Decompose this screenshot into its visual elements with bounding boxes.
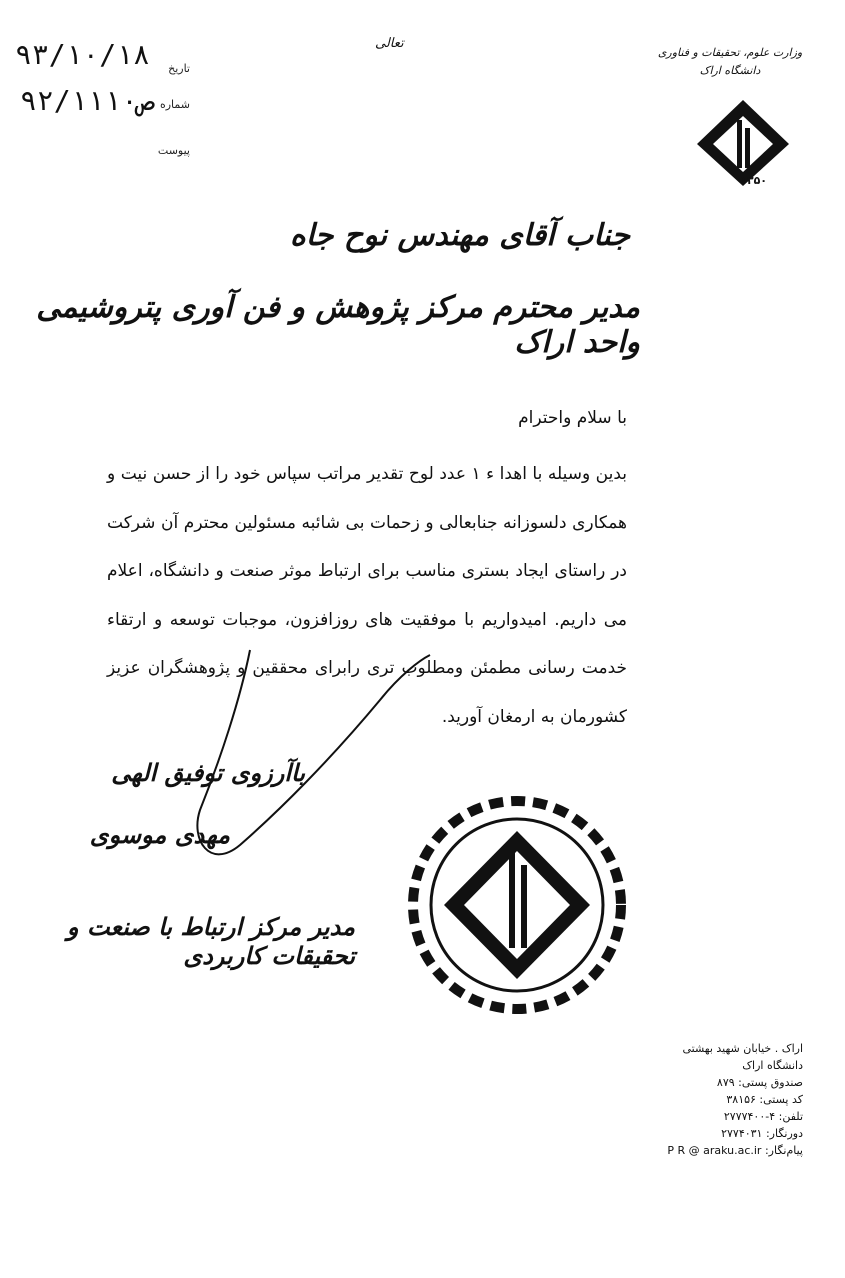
address-line: پیام‌نگار: P R @ araku.ac.ir xyxy=(667,1144,803,1157)
signer-title: مدیر مرکز ارتباط با صنعت و تحقیقات کاربردی xyxy=(67,912,355,970)
university-name: دانشگاه اراک xyxy=(699,64,761,77)
address-line: صندوق پستی: ۸۷۹ xyxy=(716,1076,803,1089)
footer-address xyxy=(653,1040,803,1159)
founding-year: ۱۳۵۰ xyxy=(740,174,767,187)
ministry-name: وزارت علوم، تحقیقات و فناوری xyxy=(657,46,803,59)
address-line: تلفن: ۴-۲۷۷۷۴۰۰ xyxy=(723,1110,803,1123)
basmala: تعالی xyxy=(375,36,404,51)
official-seal-icon xyxy=(405,793,630,1018)
address-line: اراک . خیابان شهید بهشتی xyxy=(682,1042,803,1055)
address-line: کد پستی: ۳۸۱۵۶ xyxy=(726,1093,803,1106)
address-line: دورنگار: ۲۷۷۴۰۳۱ xyxy=(721,1127,803,1140)
date-value: ۹۳/۱۰/۱۸ xyxy=(15,38,150,71)
signer-name: مهدی موسوی xyxy=(89,820,230,849)
number-value: ۹۲/۱۱۱۰ص xyxy=(20,84,155,117)
address-line: دانشگاه اراک xyxy=(742,1059,803,1072)
attachment-label: پیوست xyxy=(157,144,190,157)
greeting: با سلام واحترام xyxy=(518,408,627,428)
ministry-header xyxy=(655,44,805,80)
addressee-title: مدیر محترم مرکز پژوهش و فن آوری پتروشیمی واحد اراک xyxy=(36,290,640,360)
closing-wish: باآرزوی توفیق الهی xyxy=(111,758,305,787)
number-label: شماره xyxy=(159,98,190,111)
letter-body-text: بدین وسیله با اهدا ء ۱ عدد لوح تقدیر مراتب سپاس خود را از حسن نیت و همکاری دلسوزانه جنابعالی و زحمات بی شائبه مسئولین محترم آن شرکت در راستای ایجاد بستری مناسب برای ارتباط موثر صنعت و دانشگاه، اعلام می داریم. امیدواریم با موفقیت های روزافزون، موجبات توسعه و ارتقاء خدمت رسانی مطمئن ومطلوب تری رابرای محققین و پژوهشگران عزیز کشورمان به ارمغان آورید. xyxy=(107,464,627,727)
date-label: تاریخ xyxy=(168,62,190,75)
addressee-name: جناب آقای مهندس نوح جاه xyxy=(290,218,630,253)
